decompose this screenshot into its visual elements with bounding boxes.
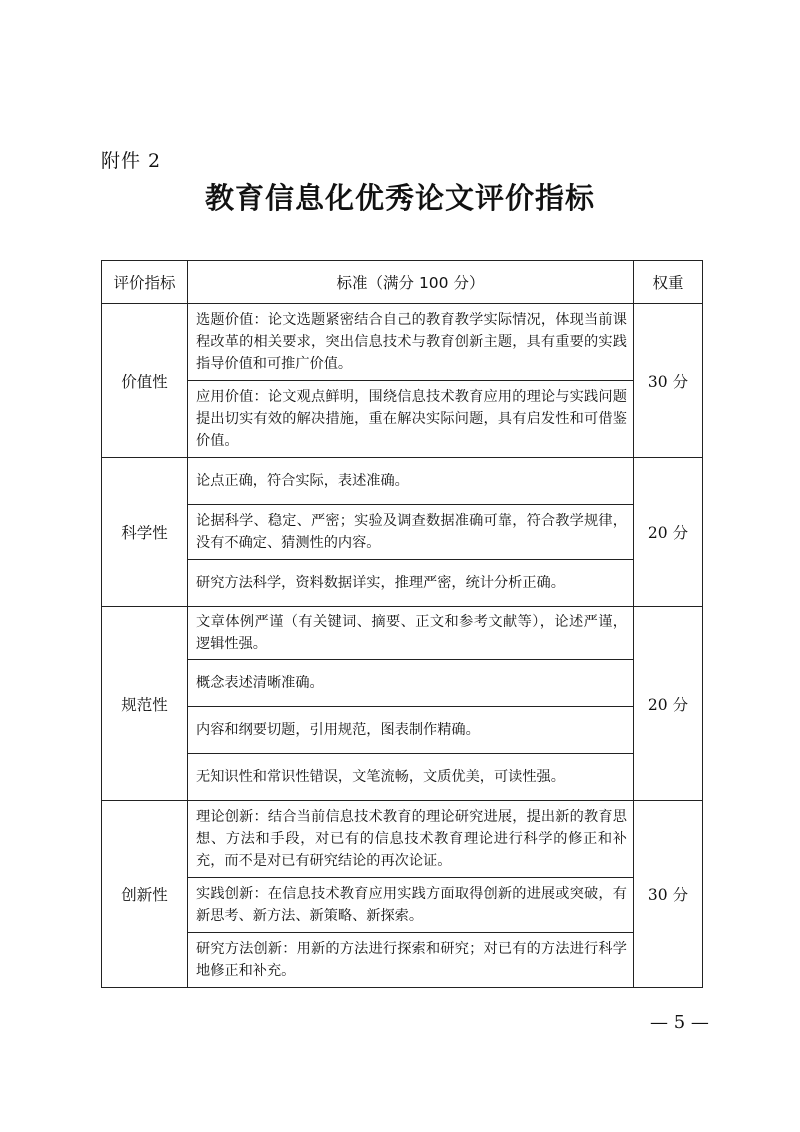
header-category: 评价指标 <box>102 261 188 304</box>
table-row <box>102 878 703 933</box>
standard-item: 应用价值：论文观点鲜明，围绕信息技术教育应用的理论与实践问题提出切实有效的解决措施，重在解决实际问题，具有启发性和可借鉴价值。 <box>188 381 634 458</box>
standard-item: 无知识性和常识性错误，文笔流畅，文质优美，可读性强。 <box>188 754 634 801</box>
category-science: 科学性 <box>102 458 188 607</box>
table-row <box>102 801 703 878</box>
standard-item: 文章体例严谨（有关键词、摘要、正文和参考文献等），论述严谨，逻辑性强。 <box>188 607 634 660</box>
standard-item: 内容和纲要切题，引用规范，图表制作精确。 <box>188 707 634 754</box>
standard-item: 研究方法创新：用新的方法进行探索和研究；对已有的方法进行科学地修正和补充。 <box>188 933 634 988</box>
category-value: 价值性 <box>102 304 188 458</box>
standard-item: 概念表述清晰准确。 <box>188 660 634 707</box>
category-innovation: 创新性 <box>102 801 188 988</box>
standard-item: 论据科学、稳定、严密；实验及调查数据准确可靠，符合教学规律，没有不确定、猜测性的内容。 <box>188 505 634 560</box>
weight-norm: 20 分 <box>634 607 703 801</box>
weight-innovation: 30 分 <box>634 801 703 988</box>
table-row <box>102 754 703 801</box>
table-row <box>102 933 703 988</box>
table-header-row <box>102 261 703 304</box>
table-row <box>102 505 703 560</box>
attachment-label: 附件 2 <box>101 150 162 172</box>
table-row <box>102 560 703 607</box>
table-row <box>102 381 703 458</box>
standard-item: 研究方法科学，资料数据详实，推理严密，统计分析正确。 <box>188 560 634 607</box>
header-standard: 标准（满分 100 分） <box>188 261 634 304</box>
standard-item: 理论创新：结合当前信息技术教育的理论研究进展，提出新的教育思想、方法和手段，对已有的信息技术教育理论进行科学的修正和补充，而不是对已有研究结论的再次论证。 <box>188 801 634 878</box>
standard-item: 选题价值：论文选题紧密结合自己的教育教学实际情况，体现当前课程改革的相关要求，突出信息技术与教育创新主题，具有重要的实践指导价值和可推广价值。 <box>188 304 634 381</box>
standard-item: 实践创新：在信息技术教育应用实践方面取得创新的进展或突破，有新思考、新方法、新策略、新探索。 <box>188 878 634 933</box>
evaluation-criteria-table <box>101 260 703 988</box>
table-row <box>102 660 703 707</box>
category-norm: 规范性 <box>102 607 188 801</box>
document-title: 教育信息化优秀论文评价指标 <box>204 181 595 215</box>
table-row <box>102 607 703 660</box>
table-row <box>102 304 703 381</box>
table-row <box>102 707 703 754</box>
weight-value: 30 分 <box>634 304 703 458</box>
table-row <box>102 458 703 505</box>
standard-item: 论点正确，符合实际，表述准确。 <box>188 458 634 505</box>
page-number: — 5 — <box>650 1012 709 1033</box>
header-weight: 权重 <box>634 261 703 304</box>
weight-science: 20 分 <box>634 458 703 607</box>
